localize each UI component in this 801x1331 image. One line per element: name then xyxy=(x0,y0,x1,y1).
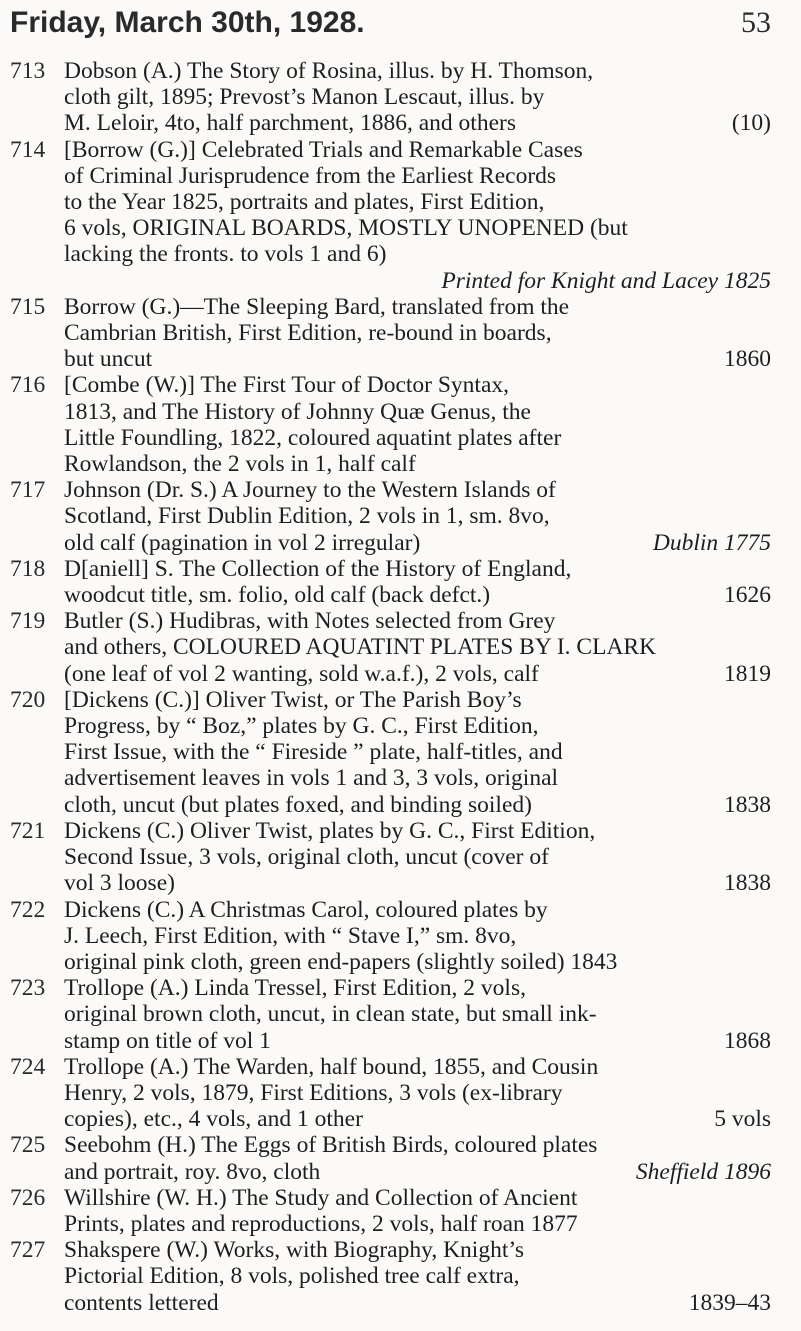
lot-number: 724 xyxy=(10,1053,46,1080)
lot-number: 719 xyxy=(10,608,46,635)
lot-line: 1813, and The History of Johnny Quæ Genus, the xyxy=(64,398,531,425)
lot-list xyxy=(10,58,771,1316)
lot-date: Dublin 1775 xyxy=(652,529,771,556)
lot-number: 722 xyxy=(10,896,46,923)
lot-line: original pink cloth, green end-papers (slightly soiled) 1843 xyxy=(64,948,618,975)
lot-line xyxy=(64,792,771,818)
lot-line: to the Year 1825, portraits and plates, First Edition, xyxy=(64,189,545,216)
lot-line: of Criminal Jurisprudence from the Earliest Records xyxy=(64,162,557,189)
lot-number: 720 xyxy=(10,686,46,713)
lot-line-text: M. Leloir, 4to, half parchment, 1886, and others xyxy=(64,110,516,137)
lot-line: Pictorial Edition, 8 vols, polished tree calf extra, xyxy=(64,1263,520,1290)
lot-line: Borrow (G.)—The Sleeping Bard, translated from the xyxy=(64,293,570,320)
page-header xyxy=(10,0,771,58)
lot-entry xyxy=(10,58,771,137)
lot-number: 716 xyxy=(10,372,46,399)
lot-entry xyxy=(10,372,771,477)
lot-number: 714 xyxy=(10,136,46,163)
lot-date: 5 vols xyxy=(714,1106,771,1133)
lot-line-text: woodcut title, sm. folio, old calf (back defct.) xyxy=(64,582,491,609)
lot-entry xyxy=(10,556,771,608)
lot-line: Willshire (W. H.) The Study and Collection of Ancient xyxy=(64,1184,578,1211)
lot-line: cloth gilt, 1895; Prevost’s Manon Lescaut, illus. by xyxy=(64,84,545,111)
lot-entry xyxy=(10,687,771,818)
lot-entry xyxy=(10,897,771,976)
lot-date: 1868 xyxy=(724,1027,771,1054)
lot-line xyxy=(64,661,771,687)
lot-date: 1838 xyxy=(724,791,771,818)
lot-imprint: Printed for Knight and Lacey 1825 xyxy=(441,267,771,294)
lot-entry xyxy=(10,818,771,897)
lot-number: 718 xyxy=(10,555,46,582)
lot-number: 715 xyxy=(10,293,46,320)
lot-line: Second Issue, 3 vols, original cloth, uncut (cover of xyxy=(64,844,549,871)
lot-line-text: but uncut xyxy=(64,346,153,373)
lot-line: original brown cloth, uncut, in clean state, but small ink- xyxy=(64,1001,597,1028)
lot-line xyxy=(64,1290,771,1316)
lot-line: advertisement leaves in vols 1 and 3, 3 vols, original xyxy=(64,765,559,792)
lot-date: 1819 xyxy=(724,660,771,687)
lot-line-text: contents lettered xyxy=(64,1289,219,1316)
lot-entry xyxy=(10,294,771,373)
lot-number: 725 xyxy=(10,1132,46,1159)
lot-line xyxy=(64,530,771,556)
lot-line xyxy=(64,1106,771,1132)
lot-line: [Combe (W.)] The First Tour of Doctor Syntax, xyxy=(64,372,510,399)
lot-number: 723 xyxy=(10,975,46,1002)
lot-line-text: and portrait, roy. 8vo, cloth xyxy=(64,1158,321,1185)
lot-number: 717 xyxy=(10,477,46,504)
lot-line: Rowlandson, the 2 vols in 1, half calf xyxy=(64,451,416,478)
lot-line-text: old calf (pagination in vol 2 irregular) xyxy=(64,529,421,556)
lot-line: Scotland, First Dublin Edition, 2 vols in 1, sm. 8vo, xyxy=(64,503,550,530)
lot-line xyxy=(64,346,771,372)
lot-line xyxy=(64,110,771,136)
lot-line: Johnson (Dr. S.) A Journey to the Western Islands of xyxy=(64,477,556,504)
lot-date: 1626 xyxy=(724,582,771,609)
lot-number: 726 xyxy=(10,1184,46,1211)
lot-line xyxy=(64,870,771,896)
lot-line-text: copies), etc., 4 vols, and 1 other xyxy=(64,1106,363,1133)
lot-line xyxy=(64,1028,771,1054)
lot-number: 727 xyxy=(10,1237,46,1264)
lot-line: Trollope (A.) Linda Tressel, First Edition, 2 vols, xyxy=(64,975,526,1002)
lot-line: Cambrian British, First Edition, re-bound in boards, xyxy=(64,320,552,347)
lot-line xyxy=(64,1159,771,1185)
lot-number: 713 xyxy=(10,58,46,84)
lot-line: Trollope (A.) The Warden, half bound, 1855, and Cousin xyxy=(64,1053,599,1080)
lot-line: Progress, by “ Boz,” plates by G. C., First Edition, xyxy=(64,713,539,740)
lot-line-text: cloth, uncut (but plates foxed, and binding soiled) xyxy=(64,791,532,818)
lot-entry xyxy=(10,1237,771,1316)
lot-entry xyxy=(10,1132,771,1184)
lot-line: Prints, plates and reproductions, 2 vols, half roan 1877 xyxy=(64,1210,578,1237)
lot-date: 1838 xyxy=(724,870,771,897)
lot-entry xyxy=(10,975,771,1054)
lot-entry xyxy=(10,477,771,556)
lot-entry xyxy=(10,1054,771,1133)
lot-line: and others, COLOURED AQUATINT PLATES BY I. CLARK xyxy=(64,634,657,661)
lot-line: Shakspere (W.) Works, with Biography, Knight’s xyxy=(64,1237,525,1264)
lot-line: Dickens (C.) Oliver Twist, plates by G. C., First Edition, xyxy=(64,817,596,844)
lot-line: Dobson (A.) The Story of Rosina, illus. by H. Thomson, xyxy=(64,58,594,84)
lot-line-text: stamp on title of vol 1 xyxy=(64,1027,271,1054)
lot-number: 721 xyxy=(10,817,46,844)
lot-line: First Issue, with the “ Fireside ” plate, half-titles, and xyxy=(64,739,563,766)
lot-date: 1860 xyxy=(724,346,771,373)
lot-line-text: vol 3 loose) xyxy=(64,870,175,897)
lot-line: lacking the fronts. to vols 1 and 6) xyxy=(64,241,387,268)
lot-date: (10) xyxy=(731,110,771,137)
lot-entry xyxy=(10,608,771,687)
lot-line: Henry, 2 vols, 1879, First Editions, 3 vols (ex-library xyxy=(64,1079,563,1106)
lot-line: [Borrow (G.)] Celebrated Trials and Remarkable Cases xyxy=(64,136,583,163)
lot-line: Little Foundling, 1822, coloured aquatint plates after xyxy=(64,424,562,451)
header-date: Friday, March 30th, 1928. xyxy=(10,6,365,39)
lot-line xyxy=(64,582,771,608)
lot-line: D[aniell] S. The Collection of the History of England, xyxy=(64,555,572,582)
page-number: 53 xyxy=(741,6,771,39)
lot-line-text: (one leaf of vol 2 wanting, sold w.a.f.), 2 vols, calf xyxy=(64,660,539,687)
lot-entry xyxy=(10,1185,771,1237)
lot-date: Sheffield 1896 xyxy=(635,1158,771,1185)
lot-date: 1839–43 xyxy=(688,1289,771,1316)
lot-line: Dickens (C.) A Christmas Carol, coloured plates by xyxy=(64,896,548,923)
lot-line: Butler (S.) Hudibras, with Notes selected from Grey xyxy=(64,608,556,635)
lot-line: J. Leech, First Edition, with “ Stave I,” sm. 8vo, xyxy=(64,922,517,949)
lot-line: Seebohm (H.) The Eggs of British Birds, coloured plates xyxy=(64,1132,598,1159)
lot-entry xyxy=(10,137,771,294)
lot-line: 6 vols, ORIGINAL BOARDS, MOSTLY UNOPENED (but xyxy=(64,215,628,242)
lot-line: [Dickens (C.)] Oliver Twist, or The Parish Boy’s xyxy=(64,686,522,713)
